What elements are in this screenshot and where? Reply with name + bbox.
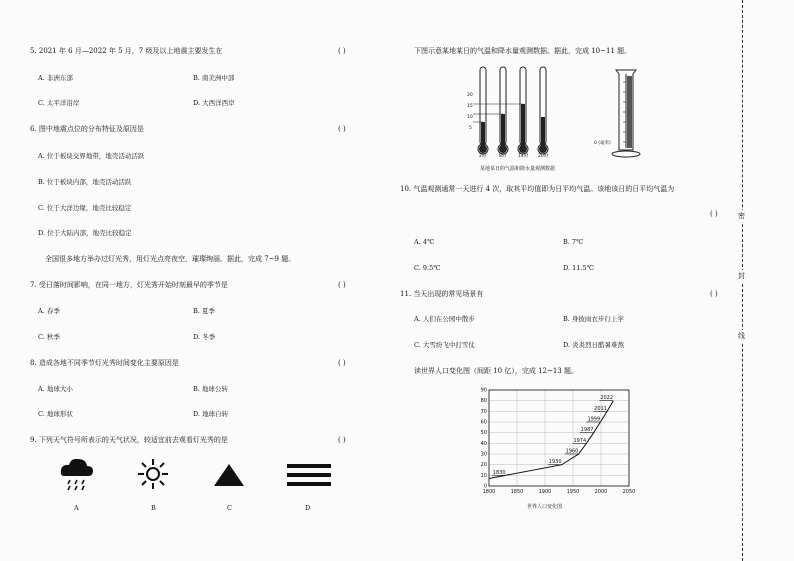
world-population-chart — [475, 386, 635, 498]
q7-option-a[interactable]: A. 春季 — [38, 307, 60, 315]
y-tick-label: 40 — [480, 440, 487, 447]
fig1-ytick-20: 20 — [467, 93, 473, 98]
intro-10-11: 下图示意某地某日的气温和降水量观测数据。据此，完成 10~11 题。 — [414, 47, 632, 55]
question-7-stem: 7. 受日落时间影响，在同一地方，灯光秀开始时刻最早的季节是 — [30, 281, 228, 289]
q11-option-d[interactable]: D. 炎炎烈日酷暑难熬 — [563, 341, 625, 349]
q6-option-d[interactable]: D. 位于大陆内部，地壳比较稳定 — [38, 229, 132, 237]
fig1-time-8: 8时 — [499, 154, 507, 159]
y-tick-label: 30 — [480, 451, 487, 458]
q8-option-d[interactable]: D. 地球自转 — [193, 410, 229, 418]
fig1-rain-zero: 0 (毫米) — [594, 141, 611, 146]
margin-char-seal: 密 — [738, 212, 745, 220]
fig1-time-14: 14时 — [518, 154, 529, 159]
y-tick-label: 50 — [480, 430, 487, 437]
x-tick-label: 1950 — [566, 489, 580, 495]
q7-option-d[interactable]: D. 冬季 — [193, 333, 216, 341]
q8-option-c[interactable]: C. 地球形状 — [38, 410, 73, 418]
q6-option-c[interactable]: C. 位于大洋边缘，地壳比较稳定 — [38, 204, 132, 212]
margin-char-line: 线 — [738, 332, 745, 340]
q5-option-d[interactable]: D. 大西洋西岸 — [193, 99, 235, 107]
answer-blank-5[interactable]: ( ) — [338, 47, 346, 55]
q6-option-a[interactable]: A. 位于板块交界地带，地壳活动活跃 — [38, 152, 145, 160]
q5-option-c[interactable]: C. 太平洋沿岸 — [38, 99, 80, 107]
data-label: 1974 — [573, 437, 587, 444]
data-label: 1960 — [565, 448, 579, 455]
q10-option-d[interactable]: D. 11.5℃ — [563, 264, 594, 272]
question-5-stem: 5. 2021 年 6 月—2022 年 5 月，7 级及以上地震主要发生在 — [30, 47, 223, 55]
answer-blank-6[interactable]: ( ) — [338, 125, 346, 133]
y-tick-label: 0 — [483, 483, 487, 490]
q10-option-a[interactable]: A. 4℃ — [414, 238, 435, 246]
q8-option-b[interactable]: B. 地球公转 — [193, 385, 228, 393]
y-tick-label: 60 — [480, 419, 487, 426]
answer-blank-11[interactable]: ( ) — [710, 290, 718, 298]
fig1-time-2: 2时 — [479, 154, 487, 159]
answer-blank-10[interactable]: ( ) — [710, 210, 718, 218]
data-label: 1830 — [492, 469, 506, 476]
answer-blank-8[interactable]: ( ) — [338, 359, 346, 367]
data-label: 1999 — [587, 416, 601, 423]
hail-triangle-icon[interactable] — [212, 462, 246, 488]
y-tick-label: 10 — [480, 472, 487, 479]
q10-option-b[interactable]: B. 7℃ — [563, 238, 584, 246]
data-label: 2022 — [600, 395, 614, 402]
fig2-caption: 世界人口变化图 — [527, 504, 563, 510]
x-tick-label: 2050 — [622, 489, 635, 495]
q8-option-a[interactable]: A. 地球大小 — [38, 385, 73, 393]
rain-cloud-icon[interactable] — [60, 456, 94, 494]
intro-12-13: 读世界人口变化图（间距 10 亿），完成 12~13 题。 — [414, 367, 578, 375]
q7-option-b[interactable]: B. 夏季 — [193, 307, 215, 315]
y-tick-label: 20 — [480, 462, 487, 469]
fig1-time-20: 20时 — [538, 154, 549, 159]
q9-option-c[interactable]: C — [227, 504, 232, 512]
fog-lines-icon[interactable] — [286, 462, 332, 488]
x-tick-label: 1900 — [538, 489, 552, 495]
question-10-stem: 10. 气温观测通常一天进行 4 次，取其平均值即为日平均气温。该地该日的日平均气温为 — [400, 185, 675, 193]
intro-7-9: 全国很多地方举办过灯光秀，用灯光点亮夜空，璀璨绚丽。据此，完成 7~9 题。 — [45, 255, 296, 263]
x-tick-label: 1800 — [482, 489, 496, 495]
fig1-ytick-5: 5 — [469, 126, 472, 131]
q5-option-a[interactable]: A. 非洲东部 — [38, 74, 73, 82]
q9-option-b[interactable]: B — [151, 504, 156, 512]
population-curve — [489, 401, 613, 479]
x-tick-label: 2000 — [594, 489, 608, 495]
q6-option-b[interactable]: B. 位于板块内部，地壳活动活跃 — [38, 178, 132, 186]
fig1-ytick-15: 15 — [467, 104, 473, 109]
data-label: 1987 — [580, 427, 594, 434]
answer-blank-7[interactable]: ( ) — [338, 281, 346, 289]
q9-option-a[interactable]: A — [74, 504, 79, 512]
sun-icon[interactable] — [137, 458, 169, 490]
temperature-rainfall-figure — [468, 62, 668, 166]
fig1-ytick-10: 10 — [467, 115, 473, 120]
answer-blank-9[interactable]: ( ) — [338, 436, 346, 444]
x-tick-label: 1850 — [510, 489, 524, 495]
fig1-caption: 某地某日的气温和降水量观测数据 — [480, 166, 556, 172]
q11-option-b[interactable]: B. 身披雨衣步行上学 — [563, 315, 624, 323]
data-label: 1930 — [548, 459, 562, 466]
q11-option-a[interactable]: A. 人们在公园中散步 — [414, 315, 475, 323]
q9-option-d[interactable]: D — [305, 504, 311, 512]
question-11-stem: 11. 当天出现的常见场景有 — [400, 290, 484, 298]
q7-option-c[interactable]: C. 秋季 — [38, 333, 60, 341]
q11-option-c[interactable]: C. 大雪纷飞中打雪仗 — [414, 341, 475, 349]
y-tick-label: 90 — [480, 387, 487, 394]
question-6-stem: 6. 图中地震点位的分布特征及原因是 — [30, 125, 144, 133]
y-tick-label: 70 — [480, 408, 487, 415]
q10-option-c[interactable]: C. 9.5℃ — [414, 264, 441, 272]
q5-option-b[interactable]: B. 南美洲中部 — [193, 74, 235, 82]
margin-char-close: 封 — [738, 272, 745, 280]
question-8-stem: 8. 造成各地不同季节灯光秀时间变化主要原因是 — [30, 359, 179, 367]
plot-frame — [489, 390, 629, 486]
y-tick-label: 80 — [480, 398, 487, 405]
data-label: 2011 — [594, 405, 607, 412]
question-9-stem: 9. 下列天气符号所表示的天气状况，较适宜前去观看灯光秀的是 — [30, 436, 228, 444]
